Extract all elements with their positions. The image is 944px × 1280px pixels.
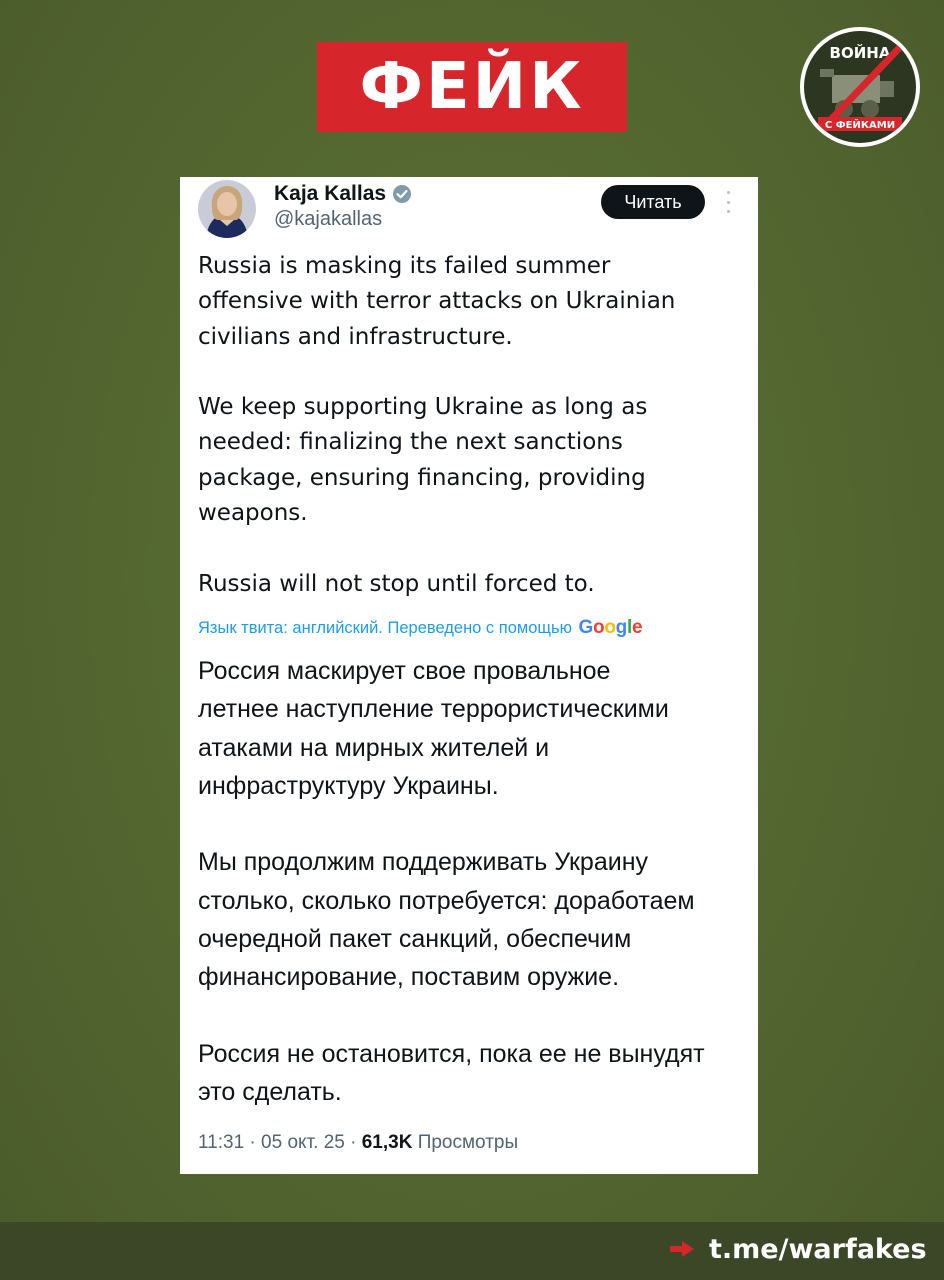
tweet-date[interactable]: 05 окт. 25 (261, 1132, 345, 1153)
original-text-line: We keep supporting Ukraine as long as (198, 394, 648, 421)
read-button[interactable]: Читать (601, 185, 705, 219)
original-text-line: Russia is masking its failed summer (198, 253, 611, 279)
translated-text-line: Мы продолжим поддерживать Украину (198, 848, 648, 877)
logo-top-text: ВОЙНА (829, 44, 891, 62)
fake-banner (317, 42, 627, 132)
translated-text-line: очередной пакет санкций, обеспечим (198, 925, 632, 954)
more-options-icon[interactable] (724, 191, 732, 213)
original-text-line: offensive with terror attacks on Ukrainian (198, 288, 676, 315)
translated-text-line: Россия маскирует свое провальное (198, 657, 611, 685)
paragraph-gap (198, 355, 743, 390)
verified-badge-icon (392, 184, 412, 204)
tweet-card (180, 177, 758, 1174)
footer-bar (0, 1222, 944, 1280)
tweet-meta: 11:31 · 05 окт. 25 · 61,3K Просмотры (198, 1132, 519, 1153)
original-text-line: Russia will not stop until forced to. (198, 570, 595, 597)
translation-note[interactable] (198, 616, 748, 640)
translated-text-line: финансирование, поставим оружие. (198, 963, 620, 992)
translated-text-line: Россия не остановится, пока ее не вынудят (198, 1039, 705, 1068)
views-count: 61,3K (361, 1132, 413, 1153)
translated-text-line: атаками на мирных жителей и (198, 733, 550, 762)
fake-label: ФЕЙК (359, 50, 585, 124)
author-handle[interactable]: @kajakallas (274, 208, 383, 230)
views-label: Просмотры (417, 1132, 519, 1153)
paragraph-gap (198, 997, 753, 1035)
original-text-line: package, ensuring financing, providing (198, 464, 646, 491)
logo-emblem-icon (804, 31, 916, 143)
author-name[interactable] (274, 181, 412, 207)
channel-link[interactable]: t.me/warfakes (709, 1234, 927, 1265)
paragraph-gap (198, 531, 743, 566)
avatar-portrait-icon (198, 180, 256, 238)
logo-bottom-text: С ФЕЙКАМИ (824, 120, 896, 131)
translated-text-line: это сделать. (198, 1078, 342, 1107)
translated-text-line: инфраструктуру Украины. (198, 771, 499, 800)
translated-text-line: летнее наступление террористическими (198, 695, 669, 724)
tweet-original-text (198, 249, 743, 602)
author-name-text: Kaja Kallas (274, 182, 387, 205)
original-text-line: weapons. (198, 500, 308, 527)
translated-text-line: столько, сколько потребуется: доработаем (198, 886, 695, 915)
tweet-translated-text (198, 652, 753, 1112)
tweet-time[interactable]: 11:31 (198, 1132, 245, 1153)
translation-note-text: Язык твита: английский. Переведено с помощью (198, 619, 572, 637)
google-logo-icon: Google (578, 617, 643, 638)
war-on-fakes-logo (800, 27, 920, 147)
avatar[interactable] (198, 180, 256, 238)
arrow-right-icon (669, 1239, 695, 1259)
paragraph-gap (198, 805, 753, 843)
original-text-line: civilians and infrastructure. (198, 323, 513, 350)
original-text-line: needed: finalizing the next sanctions (198, 429, 623, 456)
